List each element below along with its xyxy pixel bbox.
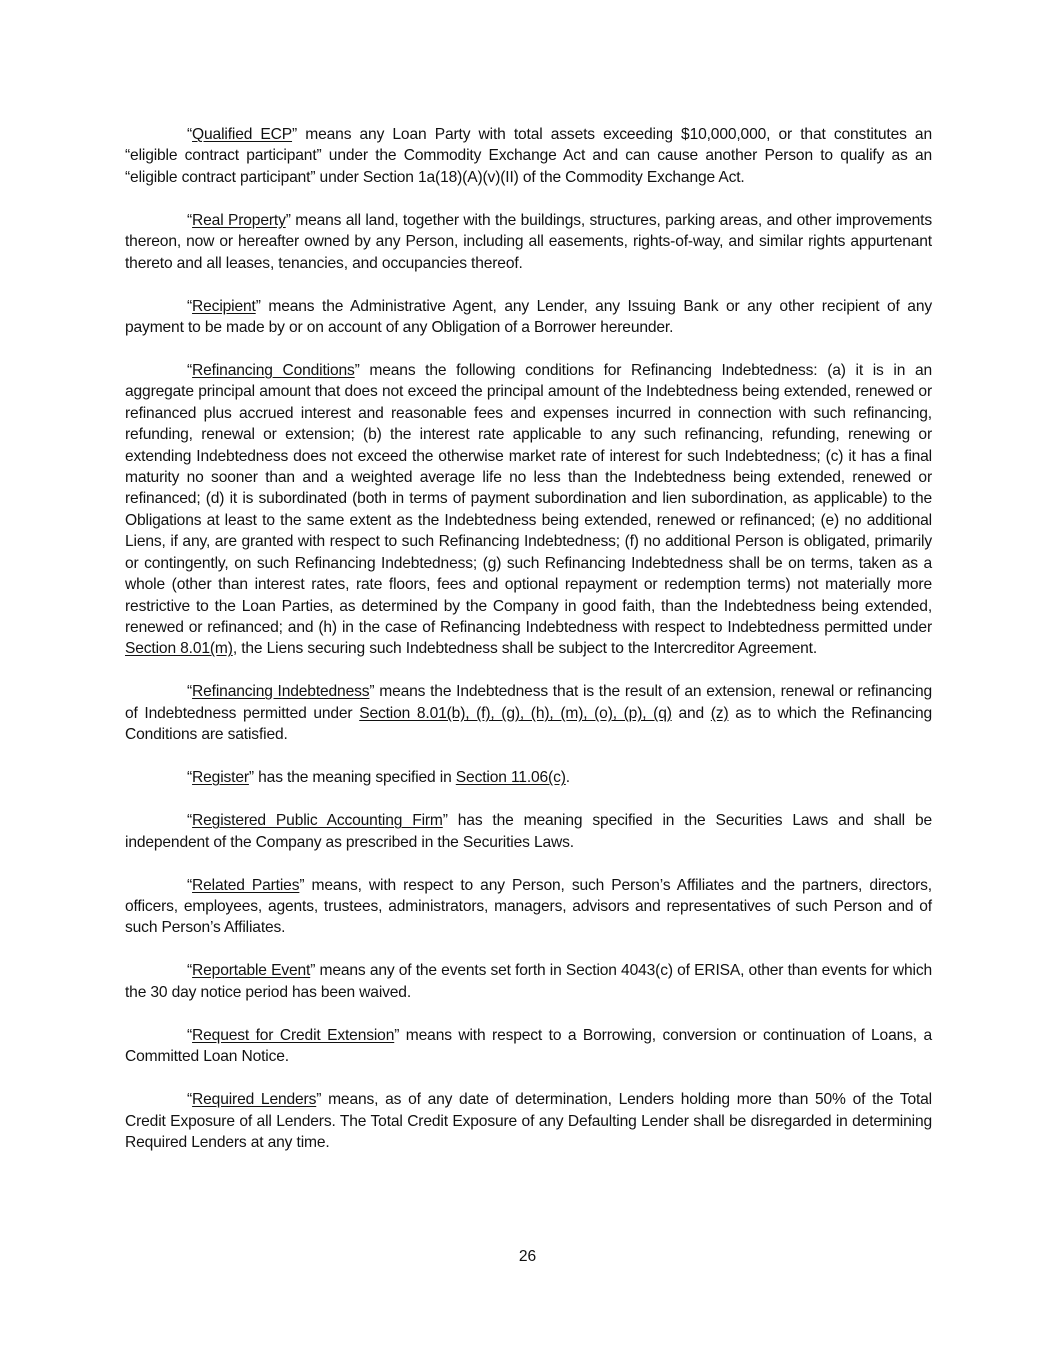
close-quote: ” — [369, 683, 375, 701]
open-quote: “ — [187, 962, 193, 980]
defined-term: Registered Public Accounting Firm — [192, 812, 443, 830]
definition-qualified-ecp — [125, 124, 932, 188]
definition-refinancing-indebtedness — [125, 681, 932, 745]
close-quote: ” — [442, 812, 448, 830]
defined-term: Related Parties — [192, 876, 300, 894]
close-quote: ” — [316, 1091, 322, 1109]
definition-refinancing-conditions — [125, 360, 932, 660]
defined-term: Refinancing Indebtedness — [192, 683, 370, 701]
open-quote: “ — [187, 297, 193, 315]
close-quote: ” — [248, 769, 254, 787]
definition-text: has the meaning specified in the Securities Laws and shall be independent of the Company as prescribed in the Securities Laws. — [125, 812, 933, 851]
definition-text: means any Loan Party with total assets exceeding $10,000,000, or that constitutes an “eligible contract participant” under the Commodity Exchange Act and can cause another Person to qualify as an “eligible contract participant” under Section 1a(18)(A)(v)(II) of the Commodity Exchange Act. — [125, 126, 932, 186]
open-quote: “ — [187, 769, 193, 787]
page-number: 26 — [518, 1248, 537, 1265]
definition-text: means, with respect to any Person, such Person’s Affiliates and the partners, directors, officers, employees, agents, trustees, administrators, managers, advisors and representatives of such Person and of such Person’s Affiliates. — [125, 876, 932, 937]
section-reference-2: (z) — [710, 704, 729, 722]
close-quote: ” — [394, 1026, 400, 1044]
section-reference: Section 8.01(b), (f), (g), (h), (m), (o), (p), (q) — [359, 704, 672, 722]
defined-term: Qualified ECP — [192, 126, 293, 143]
definition-required-lenders — [125, 1089, 932, 1153]
close-quote: ” — [292, 126, 298, 143]
defined-term: Request for Credit Extension — [192, 1026, 395, 1044]
definition-related-parties — [125, 875, 932, 939]
definition-text-after: as to which the Refinancing Conditions are satisfied. — [125, 704, 933, 744]
definition-text: means the Indebtedness that is the result of an extension, renewal or refinancing of Indebtedness permitted under — [125, 683, 932, 722]
definition-text-after: . — [565, 769, 570, 787]
open-quote: “ — [187, 1026, 193, 1044]
defined-term: Reportable Event — [192, 962, 311, 980]
defined-term: Register — [192, 769, 249, 787]
definition-request-for-credit-extension — [125, 1025, 932, 1068]
definition-reportable-event — [125, 960, 932, 1003]
open-quote: “ — [187, 876, 193, 894]
definition-text: means any of the events set forth in Section 4043(c) of ERISA, other than events for which the 30 day notice period has been waived. — [125, 962, 932, 1001]
definition-text-after: , the Liens securing such Indebtedness shall be subject to the Intercreditor Agreement. — [232, 640, 818, 658]
definition-real-property — [125, 210, 932, 274]
definition-text: means with respect to a Borrowing, conversion or continuation of Loans, a Committed Loan Notice. — [125, 1026, 933, 1066]
definition-text-mid: and — [671, 704, 711, 722]
close-quote: ” — [285, 211, 291, 229]
definition-recipient — [125, 296, 932, 339]
open-quote: “ — [187, 126, 193, 143]
close-quote: ” — [354, 362, 360, 380]
definition-text: has the meaning specified in — [253, 769, 456, 787]
document-page — [125, 124, 932, 1175]
defined-term: Recipient — [192, 297, 256, 315]
close-quote: ” — [310, 962, 316, 980]
defined-term: Real Property — [192, 211, 286, 229]
defined-term: Required Lenders — [192, 1091, 317, 1109]
close-quote: ” — [255, 297, 261, 315]
definition-text: means all land, together with the buildings, structures, parking areas, and other improvements thereon, now or hereafter owned by any Person, including all easements, rights-of-way, and similar rights appurtenant thereto and all leases, tenancies, and occupancies thereof. — [125, 211, 932, 272]
definition-registered-public-accounting-firm — [125, 810, 932, 853]
open-quote: “ — [187, 1091, 193, 1109]
close-quote: ” — [299, 876, 305, 894]
definition-text: means, as of any date of determination, Lenders holding more than 50% of the Total Credit Exposure of all Lenders. The Total Credit Exposure of any Defaulting Lender shall be disregarded in determining Required Lenders at any time. — [125, 1091, 932, 1151]
section-reference: Section 11.06(c) — [455, 769, 566, 787]
open-quote: “ — [187, 211, 193, 229]
open-quote: “ — [187, 812, 193, 830]
definition-register — [125, 767, 932, 788]
defined-term: Refinancing Conditions — [192, 362, 355, 380]
section-reference: Section 8.01(m) — [125, 640, 233, 658]
open-quote: “ — [187, 362, 193, 380]
open-quote: “ — [187, 683, 193, 701]
definition-text: means the following conditions for Refinancing Indebtedness: (a) it is in an aggregate principal amount that does not exceed the principal amount of the Indebtedness being extended, renewed or refinanced plus accrued interest and reasonable fees and expenses incurred in connection with such refinancing, refunding, renewal or extension; (b) the interest rate applicable to any such refinancing, refunding, renewing or extending Indebtedness does not exceed the otherwise market rate of interest for such Indebtedness; (c) it has a final maturity no sooner than and a weighted average life no less than the Indebtedness being extended, renewed or refinanced; (d) it is subordinated (both in terms of payment subordination and lien subordination, as applicable) to the Obligations at least to the same extent as the Indebtedness being extended, renewed or refinanced; (e) no additional Liens, if any, are granted with respect to such Refinancing Indebtedness; (f) no additional Person is obligated, primarily or contingently, on such Refinancing Indebtedness; (g) such Refinancing Indebtedness shall be on terms, taken as a whole (other than interest rates, rate floors, fees and optional repayment or redemption terms) not materially more restrictive to the Loan Parties, as determined by the Company in good faith, than the Indebtedness being extended, renewed or refinanced; and (h) in the case of Refinancing Indebtedness with respect to Indebtedness permitted under — [125, 362, 932, 636]
definition-text: means the Administrative Agent, any Lender, any Issuing Bank or any other recipient of any payment to be made by or on account of any Obligation of a Borrower hereunder. — [125, 297, 932, 337]
